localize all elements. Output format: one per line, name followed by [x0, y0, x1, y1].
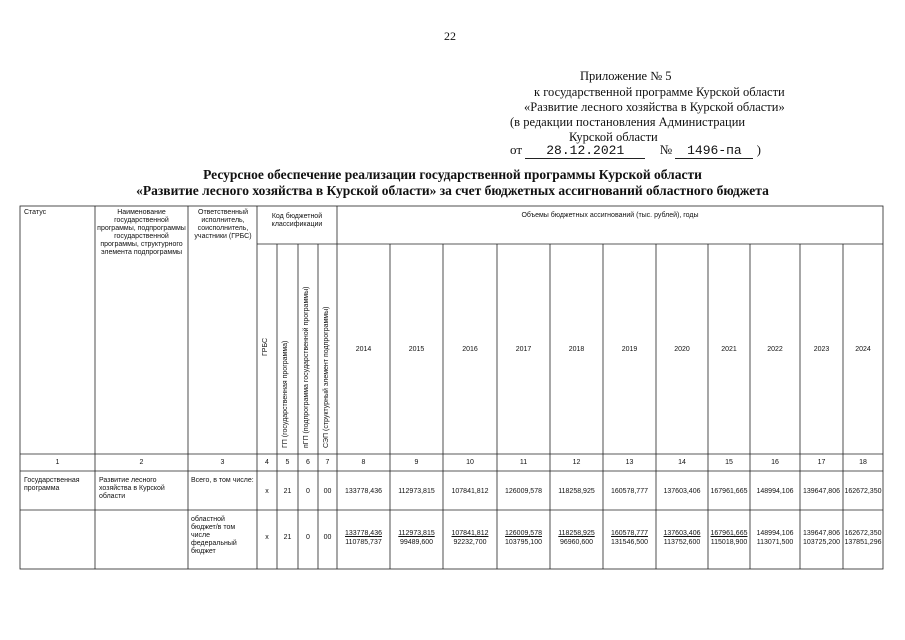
column-number: 16: [771, 459, 779, 466]
year-header: 2017: [515, 346, 532, 353]
year-header: 2016: [462, 346, 478, 353]
row-pgp: 0: [306, 534, 310, 541]
annex-line-3: «Развитие лесного хозяйства в Курской области»: [524, 100, 785, 114]
date-line-close: ): [756, 142, 762, 157]
value-cell: 148994,106: [756, 488, 794, 495]
column-number: 14: [678, 459, 686, 466]
date-prefix: от: [510, 142, 523, 157]
resolution-date: 28.12.2021: [525, 143, 645, 159]
federal-value-cell: 103725,200: [803, 539, 840, 546]
column-number: 7: [325, 459, 330, 466]
column-number: 9: [414, 459, 419, 466]
resolution-number: 1496-па: [675, 143, 753, 159]
annex-line-5: Курской области: [569, 130, 658, 144]
value-cell: 126009,578: [505, 488, 542, 495]
column-number: 11: [519, 459, 528, 466]
row-gp: 21: [283, 488, 292, 495]
header-sep: СЭП (структурный элемент подпрограммы): [323, 306, 330, 448]
value-cell: 112973,815: [398, 530, 435, 537]
column-number: 8: [361, 459, 366, 466]
header-status: Статус: [24, 209, 47, 216]
value-cell: 167961,665: [710, 488, 748, 495]
header-gp: ГП (государственная программа): [282, 340, 289, 448]
year-header: 2024: [855, 346, 871, 353]
federal-value-cell: 113752,600: [663, 539, 701, 546]
column-number: 15: [725, 459, 733, 466]
document-title-line-2: «Развитие лесного хозяйства в Курской области» за счет бюджетных ассигнований областного бюджета: [136, 183, 769, 198]
column-number: 13: [625, 459, 634, 466]
value-cell: 162672,350: [844, 530, 882, 537]
column-number: 12: [572, 459, 581, 466]
row-status: Государственная программа: [24, 477, 80, 492]
year-header: 2021: [721, 346, 737, 353]
year-header: 2019: [621, 346, 638, 353]
value-cell: 139647,806: [803, 530, 840, 537]
header-name: Наименование государственной программы, подпрограммы государственной программы, структурного элемента подпрограммы: [97, 209, 186, 256]
header-volumes-group: Объемы бюджетных ассигнований (тыс. рублей), годы: [521, 212, 699, 219]
row-grbs: х: [265, 488, 269, 495]
resolution-date-line: [510, 142, 761, 159]
row-executor: областной бюджет/в том числе федеральный бюджет: [191, 516, 237, 555]
value-cell: 118258,925: [558, 530, 595, 537]
value-cell: 107841,812: [451, 488, 489, 495]
year-header: 2014: [355, 346, 372, 353]
row-executor: Всего, в том числе:: [191, 477, 254, 484]
header-pgp: пГП (подпрограмма государственной программы): [303, 286, 310, 448]
row-grbs: х: [265, 534, 269, 541]
value-cell: 118258,925: [558, 488, 595, 495]
header-code-group: Код бюджетной классификации: [271, 213, 323, 228]
federal-value-cell: 103795,100: [505, 539, 542, 546]
column-number: 3: [220, 459, 225, 466]
federal-value-cell: 96960,600: [559, 539, 594, 546]
value-cell: 162672,350: [844, 488, 882, 495]
year-header: 2022: [767, 346, 783, 353]
row-sep: 00: [323, 488, 332, 495]
federal-value-cell: 115018,900: [710, 539, 748, 546]
year-header: 2023: [813, 346, 830, 353]
number-sign: №: [659, 142, 673, 157]
column-number: 18: [859, 459, 867, 466]
annex-line-4: (в редакции постановления Администрации: [510, 115, 746, 129]
value-cell: 137603,406: [663, 488, 701, 495]
header-grbs: ГРБС: [262, 337, 269, 356]
federal-value-cell: 99489,600: [399, 539, 434, 546]
column-number: 17: [817, 459, 826, 466]
row-name: Развитие лесного хозяйства в Курской области: [99, 477, 165, 500]
column-number: 4: [265, 459, 269, 466]
value-cell: 133778,436: [345, 488, 382, 495]
annex-line-2: к государственной программе Курской области: [534, 85, 785, 99]
column-number: 2: [139, 459, 144, 466]
page-number: 22: [444, 29, 456, 43]
federal-value-cell: 131546,500: [611, 539, 648, 546]
value-cell: 126009,578: [505, 530, 542, 537]
row-pgp: 0: [306, 488, 310, 495]
value-cell: 160578,777: [611, 530, 648, 537]
year-header: 2015: [408, 346, 425, 353]
row-gp: 21: [283, 534, 292, 541]
federal-value-cell: 137851,296: [844, 539, 882, 546]
value-cell: 133778,436: [345, 530, 382, 537]
column-number: 6: [306, 459, 310, 466]
column-number: 5: [285, 459, 290, 466]
value-cell: 137603,406: [663, 530, 701, 537]
annex-line-1: Приложение № 5: [580, 69, 672, 83]
row-sep: 00: [323, 534, 332, 541]
header-executor: Ответственный исполнитель, соисполнитель, участники (ГРБС): [194, 209, 252, 240]
column-number: 10: [466, 459, 474, 466]
value-cell: 112973,815: [398, 488, 435, 495]
document-title-line-1: Ресурсное обеспечение реализации государственной программы Курской области: [203, 167, 702, 182]
federal-value-cell: 92232,700: [453, 539, 487, 546]
value-cell: 148994,106: [756, 530, 794, 537]
year-header: 2020: [674, 346, 690, 353]
column-number: 1: [55, 459, 60, 466]
value-cell: 167961,665: [710, 530, 748, 537]
year-header: 2018: [568, 346, 585, 353]
federal-value-cell: 113071,500: [756, 539, 794, 546]
value-cell: 139647,806: [803, 488, 840, 495]
value-cell: 107841,812: [451, 530, 489, 537]
federal-value-cell: 110785,737: [345, 539, 382, 546]
value-cell: 160578,777: [611, 488, 648, 495]
